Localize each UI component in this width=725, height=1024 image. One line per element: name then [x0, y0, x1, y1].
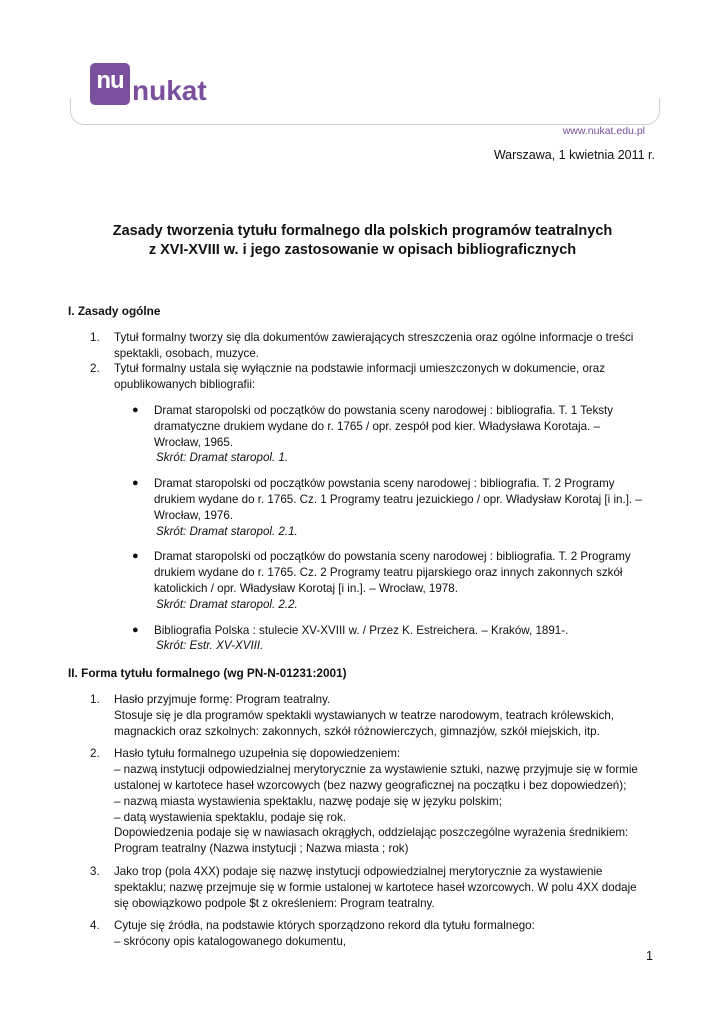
list-item: 1. Hasło przyjmuje formę: Program teatralny. Stosuje się je dla programów spektakli wystawianych w teatrze narodowym, teatrach królewskich, magnackich oraz szkolnych: zakonnych, szkół różnowierczych, gimnazjów, szkół miejskich, itp. [90, 692, 615, 738]
bullet-icon: ● [132, 550, 139, 563]
bullet-icon: ● [132, 623, 139, 636]
source-abbreviation: Skrót: Dramat staropol. 1. [156, 451, 289, 465]
list-item: 2. Tytuł formalny ustala się wyłącznie na podstawie informacji umieszczonych w dokumencie, oraz opublikowanych bibliografii: [90, 362, 606, 392]
document-body [68, 304, 668, 950]
source-abbreviation: Skrót: Estr. XV-XVIII. [156, 639, 264, 653]
title-line-2: z XVI-XVIII w. i jego zastosowanie w opisach bibliograficznych [148, 242, 577, 258]
bullet-icon: ● [132, 477, 139, 490]
source-item: ● Dramat staropolski od początków do powstania sceny narodowej : bibliografia. T. 1 Teksty dramatyczne drukiem wydane do r. 1765 / opr. zespół pod kier. Władysława Korotaja. – Wrocław, 1965. Skrót: Dramat staropol. 1. [132, 403, 668, 466]
document-title [90, 222, 635, 260]
section-1-heading: I. Zasady ogólne [68, 304, 161, 318]
source-item: ● Dramat staropolski od początków do powstania sceny narodowej : bibliografia. T. 2 Programy drukiem wydane do r. 1765. Cz. 2 Programy teatru pijarskiego oraz innych zakonnych szkół katolickich / opr. Władysław Korotaj [i in.]. – Wrocław, 1978. Skrót: Dramat staropol. 2.2. [132, 549, 668, 612]
page-number: 1 [646, 949, 653, 963]
logo-mark: nu [90, 63, 130, 105]
source-item: ● Dramat staropolski od początków powstania sceny narodowej : bibliografia. T. 2 Programy drukiem wydane do r. 1765. Cz. 1 Programy teatru jezuickiego / opr. Władysław Korotaj [i in.]. – Wrocław, 1976. Skrót: Dramat staropol. 2.1. [132, 476, 668, 539]
bullet-icon: ● [132, 403, 139, 416]
date-line: Warszawa, 1 kwietnia 2011 r. [493, 148, 655, 162]
section-2-heading: II. Forma tytułu formalnego (wg PN-N-01231:2001) [68, 666, 347, 681]
source-abbreviation: Skrót: Dramat staropol. 2.1. [156, 524, 298, 538]
list-item: 4. Cytuje się źródła, na podstawie których sporządzono rekord dla tytułu formalnego: – skrócony opis katalogowanego dokumentu, [90, 919, 535, 949]
site-url: www.nukat.edu.pl [562, 125, 645, 137]
source-abbreviation: Skrót: Dramat staropol. 2.2. [156, 597, 298, 611]
list-item: 1. Tytuł formalny tworzy się dla dokumentów zawierających streszczenia oraz ogólne informacje o treści spektakli, osobach, muzyce. [90, 330, 634, 360]
header-divider [70, 98, 660, 125]
list-item: 2. Hasło tytułu formalnego uzupełnia się dopowiedzeniem: – nazwą instytucji odpowiedzialnej merytorycznie za wystawienie sztuki, nazwę przyjmuje się w formie ustalonej w kartotece haseł wzorcowych (bez nazwy geograficznej na początku i bez dopowiedzeń); – nazwą miasta wystawienia spektaklu, nazwę podaje się w języku polskim; – datą wystawienia spektaklu, podaje się rok. Dopowiedzenia podaje się w nawiasach okrągłych, oddzielając poszczególne wyrażenia średnikiem: Program teatralny (Nazwa instytucji ; Nazwa miasta ; rok) [90, 747, 638, 856]
source-item: ● Bibliografia Polska : stulecie XV-XVIII w. / Przez K. Estreichera. – Kraków, 1891-. Skrót: Estr. XV-XVIII. [132, 623, 668, 655]
list-item: 3. Jako trop (pola 4XX) podaje się nazwę instytucji odpowiedzialnej merytorycznie za wystawienie spektaklu; nazwę przejmuje się w formie ustalonej w kartotece haseł wzorcowych. W polu 4XX dodaje się obowiązkowo podpole $t z określeniem: Program teatralny. [90, 864, 637, 910]
logo-text: nukat [132, 75, 207, 106]
title-line-1: Zasady tworzenia tytułu formalnego dla polskich programów teatralnych [112, 223, 613, 239]
